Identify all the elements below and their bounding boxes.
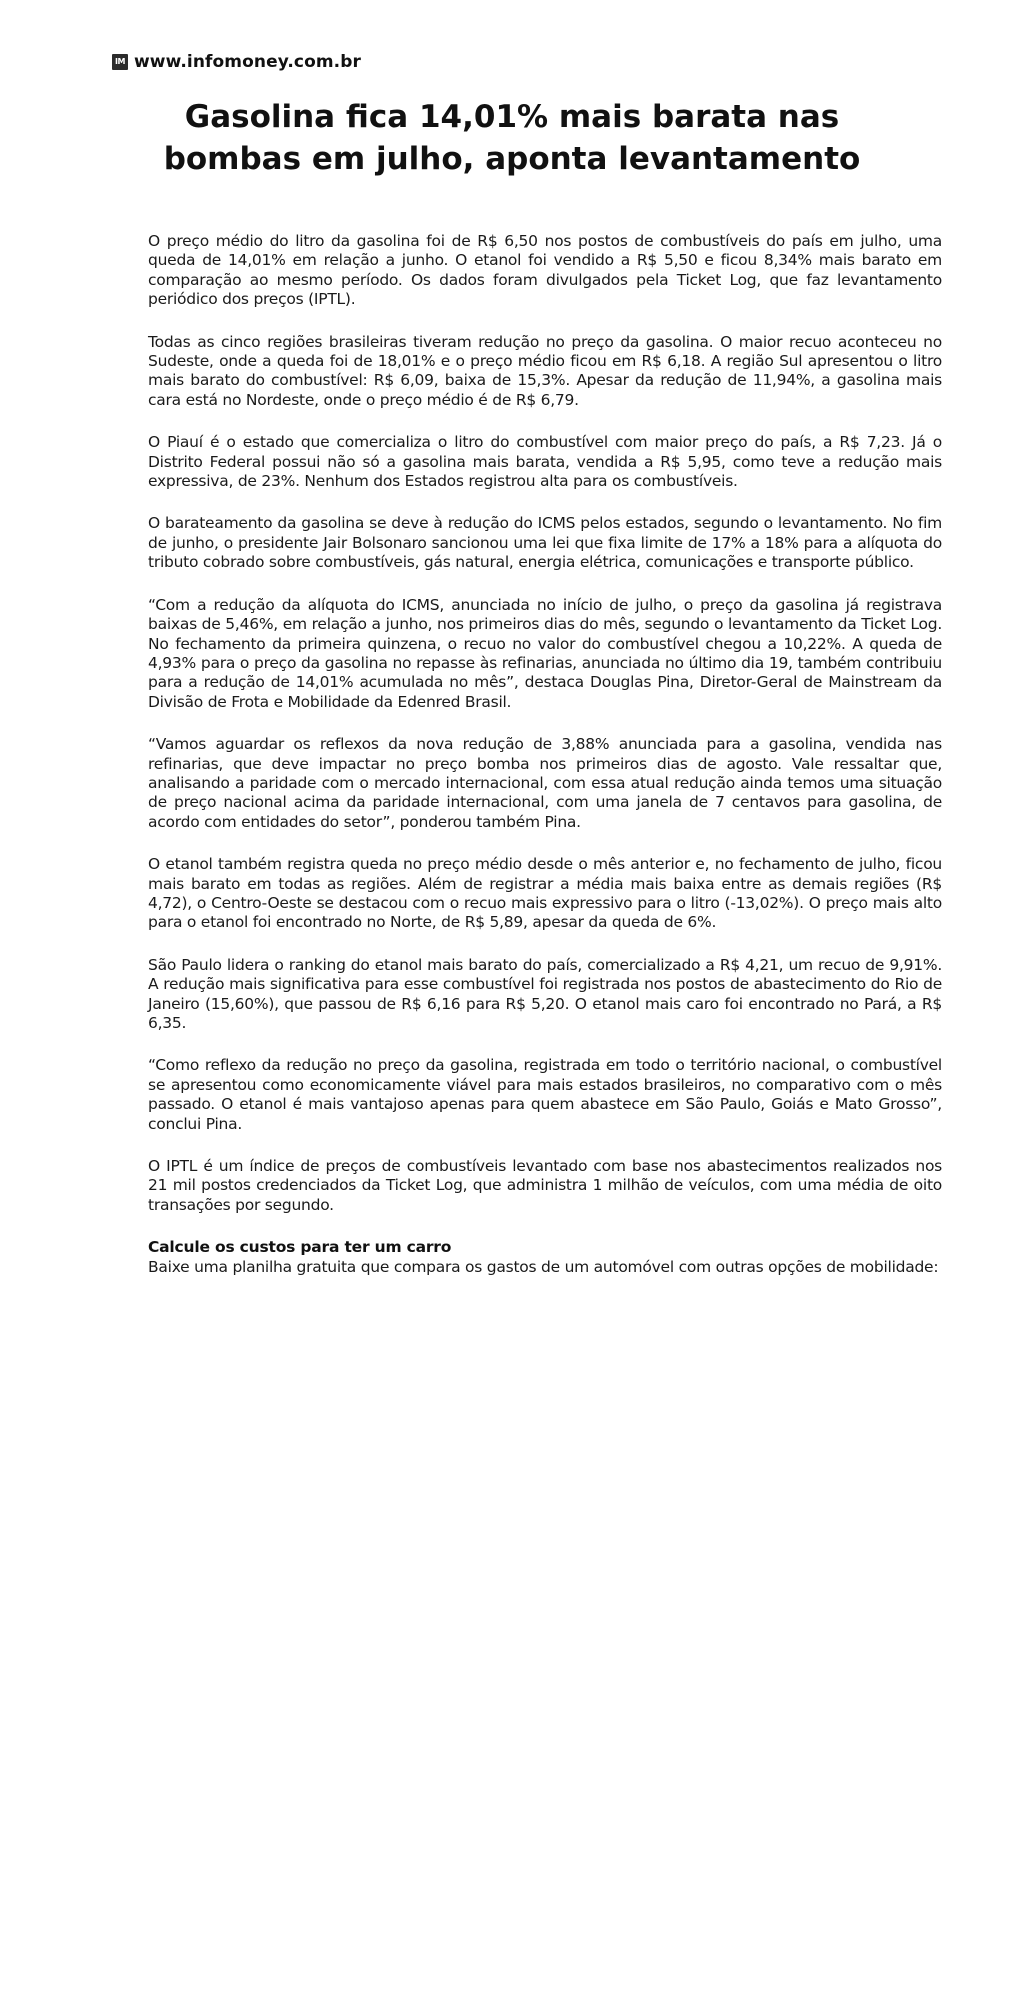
article-paragraph: O IPTL é um índice de preços de combustíveis levantado com base nos abastecimentos realizados nos 21 mil postos credenciados da Ticket Log, que administra 1 milhão de veículos, com uma média de oito transações por segundo.	[148, 1157, 942, 1214]
article-paragraph: O etanol também registra queda no preço médio desde o mês anterior e, no fechamento de julho, ficou mais barato em todas as regiões. Além de registrar a média mais baixa entre as demais regiões (R$ 4,72), o Centro-Oeste se destacou com o recuo mais expressivo para o litro (-13,02%). O preço mais alto para o etanol foi encontrado no Norte, de R$ 5,89, apesar da queda de 6%.	[148, 855, 942, 932]
article-paragraph: O barateamento da gasolina se deve à redução do ICMS pelos estados, segundo o levantamento. No fim de junho, o presidente Jair Bolsonaro sancionou uma lei que fixa limite de 17% a 18% para a alíquota do tributo cobrado sobre combustíveis, gás natural, energia elétrica, comunicações e transporte público.	[148, 514, 942, 572]
article-paragraph: “Com a redução da alíquota do ICMS, anunciada no início de julho, o preço da gasolina já registrava baixas de 5,46%, em relação a junho, nos primeiros dias do mês, segundo o levantamento da Ticket Log. No fechamento da primeira quinzena, o recuo no valor do combustível chegou a 10,22%. A queda de 4,93% para o preço da gasolina no repasse às refinarias, anunciada no último dia 19, também contribuiu para a redução de 14,01% acumulada no mês”, destaca Douglas Pina, Diretor-Geral de Mainstream da Divisão de Frota e Mobilidade da Edenred Brasil.	[148, 595, 942, 711]
article-paragraph: Todas as cinco regiões brasileiras tiveram redução no preço da gasolina. O maior recuo aconteceu no Sudeste, onde a queda foi de 18,01% e o preço médio ficou em R$ 6,18. A região Sul apresentou o litro mais barato do combustível: R$ 6,09, baixa de 15,3%. Apesar da redução de 11,94%, a gasolina mais cara está no Nordeste, onde o preço médio é de R$ 6,79.	[148, 332, 942, 409]
article-body	[148, 232, 942, 1300]
infomoney-logo-icon: IM	[112, 54, 128, 70]
article-paragraph: “Vamos aguardar os reflexos da nova redução de 3,88% anunciada para a gasolina, vendida nas refinarias, que deve impactar no preço bomba nos primeiros dias de agosto. Vale ressaltar que, analisando a paridade com o mercado internacional, com essa atual redução ainda temos uma situação de preço nacional acima da paridade internacional, com uma janela de 7 centavos para gasolina, de acordo com entidades do setor”, ponderou também Pina.	[148, 735, 942, 831]
cta-heading: Calcule os custos para ter um carro	[148, 1238, 452, 1257]
article-paragraph: O preço médio do litro da gasolina foi de R$ 6,50 nos postos de combustíveis do país em julho, uma queda de 14,01% em relação a junho. O etanol foi vendido a R$ 5,50 e ficou 8,34% mais barato em comparação ao mesmo período. Os dados foram divulgados pela Ticket Log, que faz levantamento periódico dos preços (IPTL).	[148, 232, 942, 309]
article-paragraph: São Paulo lidera o ranking do etanol mais barato do país, comercializado a R$ 4,21, um recuo de 9,91%. A redução mais significativa para esse combustível foi registrada nos postos de abastecimento do Rio de Janeiro (15,60%), que passou de R$ 6,16 para R$ 5,20. O etanol mais caro foi encontrado no Pará, a R$ 6,35.	[148, 955, 942, 1032]
site-header	[112, 52, 361, 72]
cta-text: Baixe uma planilha gratuita que compara os gastos de um automóvel com outras opções de mobilidade:	[148, 1257, 939, 1276]
article-paragraph: “Como reflexo da redução no preço da gasolina, registrada em todo o território nacional, o combustível se apresentou como economicamente viável para mais estados brasileiros, no comparativo com o mês passado. O etanol é mais vantajoso apenas para quem abastece em São Paulo, Goiás e Mato Grosso”, conclui Pina.	[148, 1056, 942, 1133]
site-url[interactable]: www.infomoney.com.br	[134, 52, 361, 72]
article-title: Gasolina fica 14,01% mais barata nas bombas em julho, aponta levantamento	[163, 99, 861, 177]
article-paragraph: O Piauí é o estado que comercializa o litro do combustível com maior preço do país, a R$ 7,23. Já o Distrito Federal possui não só a gasolina mais barata, vendida a R$ 5,95, como teve a redução mais expressiva, de 23%. Nenhum dos Estados registrou alta para os combustíveis.	[148, 433, 942, 491]
